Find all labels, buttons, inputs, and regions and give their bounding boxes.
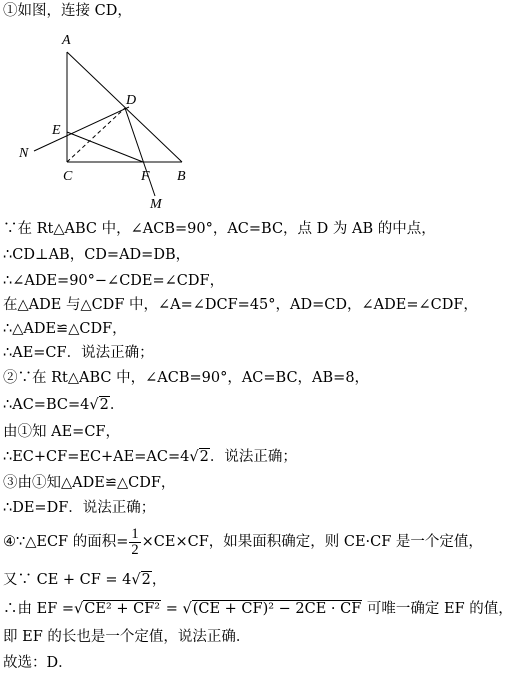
point-label-m: M — [150, 197, 162, 212]
line-14: 又∵ CE + CF = 4√2， — [3, 572, 167, 588]
line-4: 在△ADE 与△CDF 中，∠A=∠DCF=45°，AD=CD，∠ADE=∠CDF， — [3, 297, 478, 313]
line-11: ③由①知△ADE≌△CDF， — [3, 475, 176, 491]
point-label-b: B — [177, 169, 186, 184]
line-13: ④∵△ECF 的面积= $\frac{1}{2}$ ×CE×CF，如果面积确定，则 CE·CF 是一个定值， — [3, 525, 483, 558]
point-label-d: D — [126, 93, 137, 108]
line-0: ①如图，连接 CD， — [3, 3, 132, 19]
geometry-figure — [0, 28, 200, 213]
point-label-n: N — [19, 146, 29, 161]
line-ne — [34, 107, 129, 151]
line-3: ∴∠ADE=90°−∠CDE=∠CDF， — [3, 273, 225, 289]
sqrt-sign: √2 — [89, 397, 109, 413]
fraction-one-half: $\frac{1}{2}$ — [131, 525, 139, 558]
line-8: ∴AC=BC=4√2． — [3, 397, 125, 413]
line-7: ②∵在 Rt△ABC 中，∠ACB=90°，AC=BC，AB=8， — [3, 370, 370, 386]
point-label-a: A — [62, 33, 71, 48]
line-15: ∴由 EF =√CE² + CF² = √(CE + CF)² − 2CE · CF 可唯一确定 EF 的值， — [3, 601, 513, 617]
line-5: ∴△ADE≌△CDF， — [3, 321, 127, 337]
line-9: 由①知 AE=CF， — [3, 424, 120, 440]
point-label-c: C — [63, 169, 73, 184]
line-10: ∴EC+CF=EC+AE=AC=4√2．说法正确； — [3, 449, 297, 465]
line-12: ∴DE=DF．说法正确； — [3, 500, 156, 516]
line-2: ∴CD⊥AB，CD=AD=DB， — [3, 247, 191, 263]
line-16: 即 EF 的长也是一个定值，说法正确． — [3, 629, 251, 645]
line-1: ∵在 Rt△ABC 中，∠ACB=90°，AC=BC，点 D 为 AB 的中点， — [3, 221, 436, 237]
sqrt-sign: √(CE + CF)² − 2CE · CF — [182, 601, 362, 617]
point-label-f: F — [141, 169, 150, 184]
sqrt-sign: √2 — [189, 449, 209, 465]
line-17: 故选：D． — [3, 655, 73, 671]
point-label-e: E — [52, 123, 61, 138]
line-6: ∴AE=CF．说法正确； — [3, 345, 154, 361]
sqrt-sign: √2 — [131, 572, 151, 588]
sqrt-sign: √CE² + CF² — [74, 601, 161, 617]
segment-ef — [67, 132, 143, 162]
